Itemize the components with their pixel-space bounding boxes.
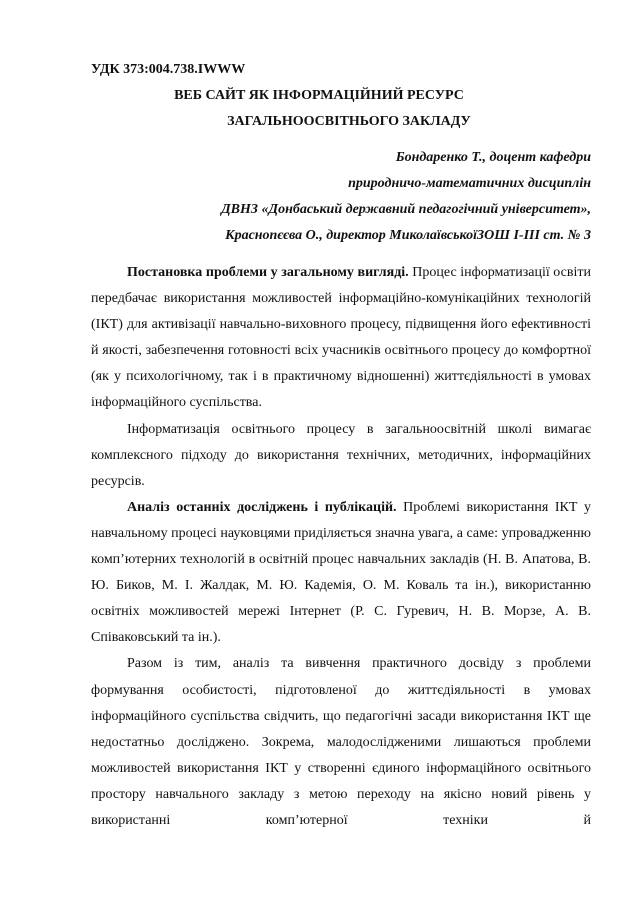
paragraph-text: Разом із тим, аналіз та вивчення практичного досвіду з проблеми формування особистості, підготовленої до життєдіяльності в умовах інформаційного суспільства свідчить, що педагогічні засади використання ІКТ ще недостатньо досліджено. Зокрема, малодослідженими лишаються проблеми можливостей використання ІКТ у створенні єдиного інформаційного освітнього простору навчального закладу з метою переходу на якісно новий рівень у використанні комп’ютерної техніки й: [91, 656, 591, 828]
udk-code: УДК 373:004.738.IWWW: [91, 62, 246, 77]
article-body: [91, 260, 591, 834]
paragraph-3: [91, 495, 591, 652]
section-heading-problem: Постановка проблеми у загальному вигляді.: [127, 265, 409, 280]
paragraph-text: Процес інформатизації освіти передбачає використання можливостей інформаційно-комунікаційних технологій (ІКТ) для активізації навчально-виховного процесу, підвищення його ефективності й якості, забезпечення готовності всіх учасників освітнього процесу до комфортної (як у психологічному, так і в практичному відношенні) життєдіяльності в умовах інформаційного суспільства.: [91, 265, 591, 411]
author-line-3: ДВНЗ «Донбаський державний педагогічний університет»,: [221, 202, 591, 217]
paragraph-1: [91, 260, 591, 417]
author-line-2: природничо-математичних дисциплін: [348, 176, 591, 191]
author-line-1: Бондаренко Т., доцент кафедри: [395, 150, 591, 165]
paragraph-4: [91, 651, 591, 834]
paragraph-text: Проблемі використання ІКТ у навчальному процесі науковцями приділяється значна увага, а саме: упровадженню комп’ютерних технологій в освітній процес навчальних закладів (Н. В. Апатова, В. Ю. Биков, М. І. Жалдак, М. Ю. Кадемія, О. М. Коваль та ін.), використанню освітніх можливостей мережі Інтернет (Р. С. Гуревич, Н. В. Морзе, А. В. Співаковський та ін.).: [91, 499, 591, 646]
paragraph-text: Інформатизація освітнього процесу в загальноосвітній школі вимагає комплексного підходу до використання технічних, методичних, інформаційних ресурсів.: [91, 421, 591, 489]
author-line-4: Краснопєєва О., директор МиколаївськоїЗОШ І-ІІІ ст. № 3: [225, 228, 591, 243]
article-title-line-1: ВЕБ САЙТ ЯК ІНФОРМАЦІЙНИЙ РЕСУРС: [174, 88, 464, 103]
article-title-line-2: ЗАГАЛЬНООСВІТНЬОГО ЗАКЛАДУ: [227, 114, 471, 129]
section-heading-analysis: Аналіз останніх досліджень і публікацій.: [127, 499, 397, 515]
paragraph-2: [91, 417, 591, 495]
